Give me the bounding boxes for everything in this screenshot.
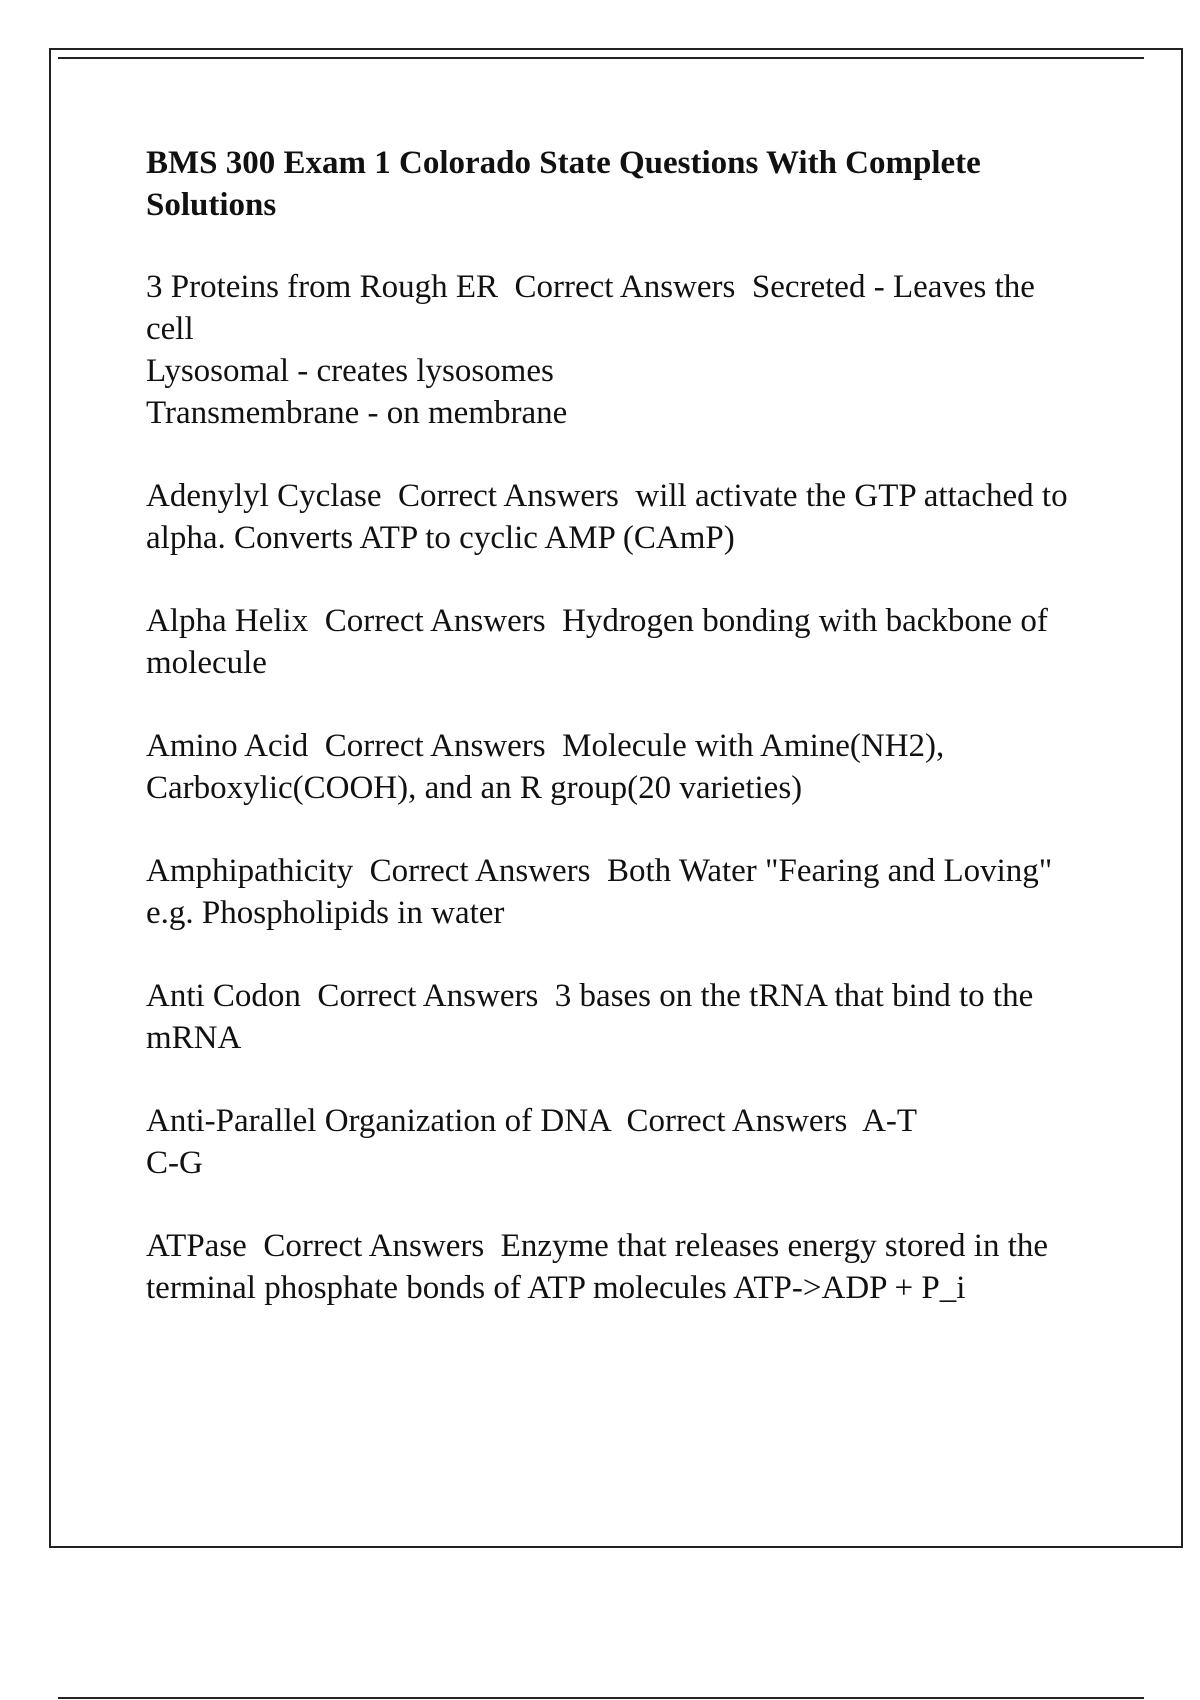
entry-line: Lysosomal - creates lysosomes — [146, 353, 554, 389]
entry-line: Amphipathicity Correct Answers Both Water "Fearing and Loving" e.g. Phospholipids in water — [146, 853, 1061, 931]
entry-adenylyl-cyclase — [146, 475, 1086, 559]
entry-line: Alpha Helix Correct Answers Hydrogen bonding with backbone of molecule — [146, 603, 1057, 681]
entry-line: Transmembrane - on membrane — [146, 395, 568, 431]
top-rule — [58, 57, 1144, 59]
entry-line: ATPase Correct Answers Enzyme that releases energy stored in the terminal phosphate bonds of ATP molecules ATP->ADP + P_i — [146, 1228, 1057, 1306]
entry-rough-er-proteins — [146, 266, 1086, 434]
entry-anti-parallel-dna — [146, 1100, 1086, 1184]
entry-amino-acid — [146, 725, 1086, 809]
bottom-rule — [58, 1697, 1144, 1699]
entry-alpha-helix — [146, 600, 1086, 684]
entry-line: Anti-Parallel Organization of DNA Correct Answers A-T — [146, 1103, 918, 1139]
entry-anti-codon — [146, 975, 1086, 1059]
entry-amphipathicity — [146, 850, 1086, 934]
entry-line: 3 Proteins from Rough ER Correct Answers Secreted - Leaves the cell — [146, 269, 1044, 347]
entry-line: Anti Codon Correct Answers 3 bases on the tRNA that bind to the mRNA — [146, 978, 1042, 1056]
document-title: BMS 300 Exam 1 Colorado State Questions With Complete Solutions — [146, 145, 981, 223]
entry-atpase — [146, 1225, 1086, 1309]
entry-line: Amino Acid Correct Answers Molecule with Amine(NH2), Carboxylic(COOH), and an R group(20 varieties) — [146, 728, 953, 806]
entry-line: C-G — [146, 1145, 203, 1181]
document-body — [146, 142, 1086, 1350]
entry-line: Adenylyl Cyclase Correct Answers will activate the GTP attached to alpha. Converts ATP to cyclic AMP (CAmP) — [146, 478, 1076, 556]
